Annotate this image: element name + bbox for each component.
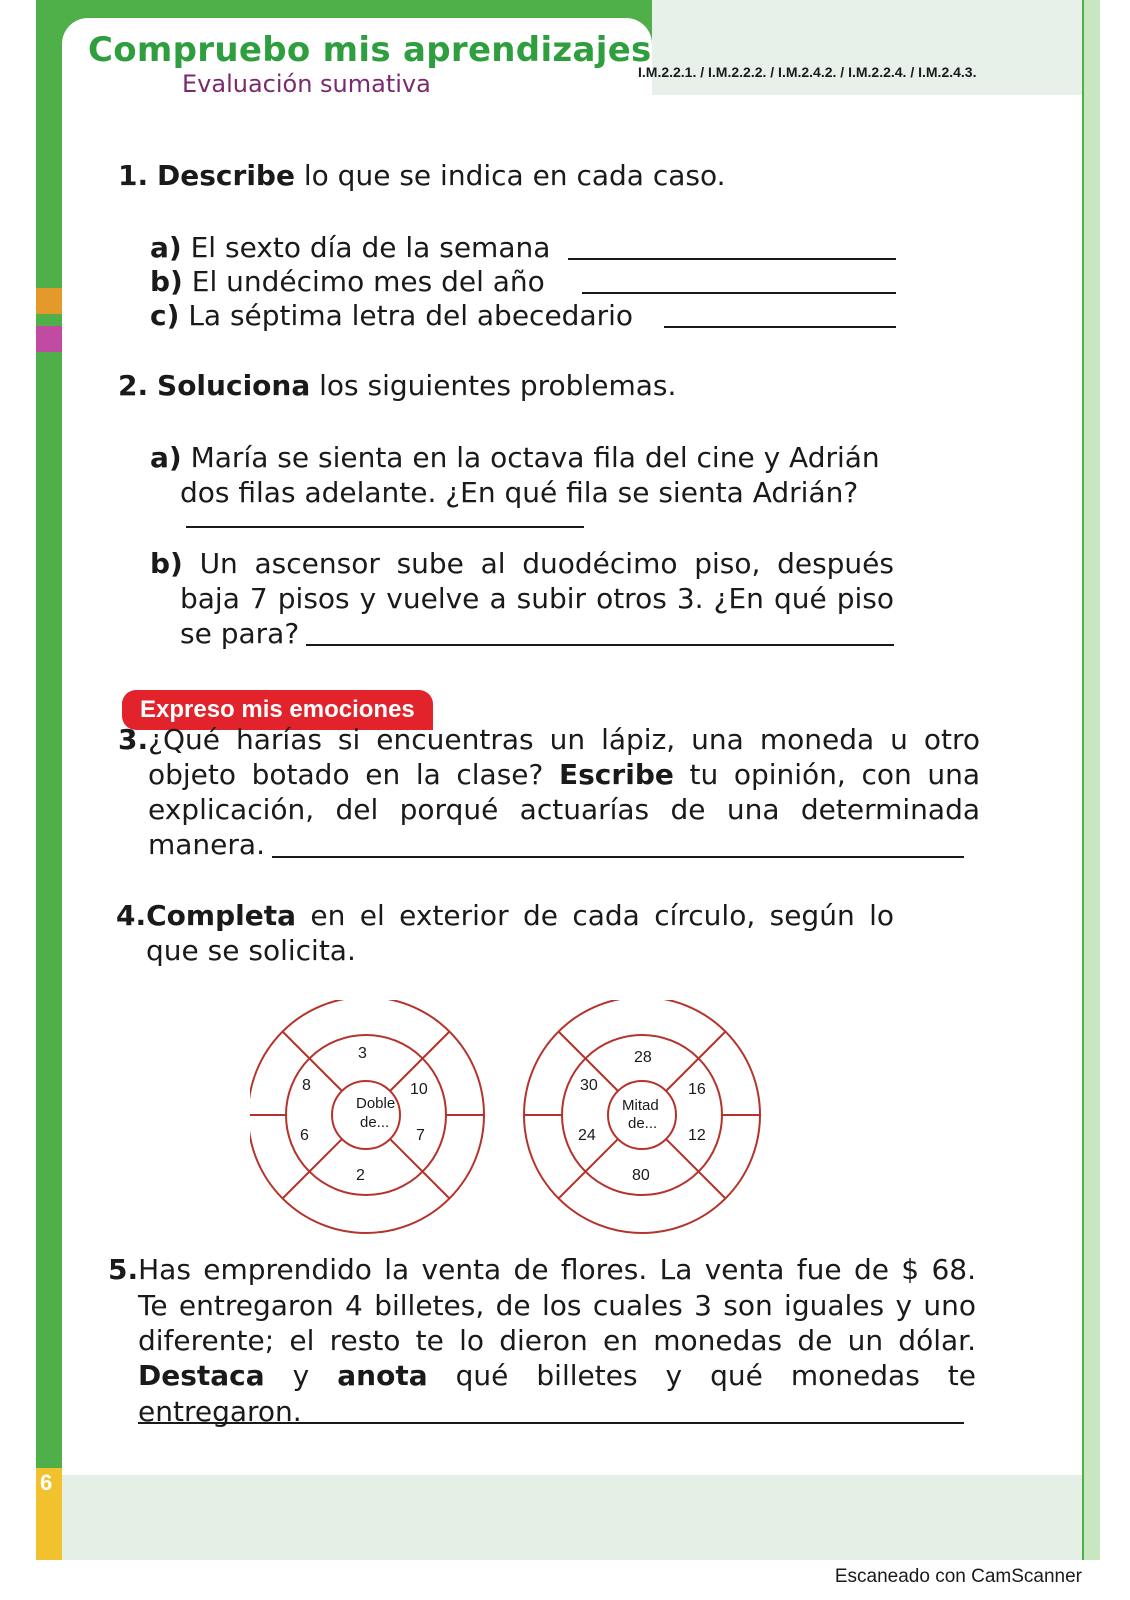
indicator-codes: I.M.2.2.1. / I.M.2.2.2. / I.M.2.4.2. / I.M.2.2.4. / I.M.2.4.3. (638, 64, 977, 80)
question-3-line4: manera. (148, 828, 265, 861)
circle-half-lower-left: 24 (578, 1127, 596, 1144)
circle-double-center-line1: Doble (356, 1095, 396, 1112)
question-2-heading (118, 368, 676, 404)
question-2b (150, 546, 894, 582)
question-1b (150, 264, 545, 300)
question-1b-letter: b) (150, 265, 183, 298)
question-3-line3: explicación, del porqué actuarías de una determinada (148, 793, 980, 826)
question-5-line4-mid: y (264, 1359, 338, 1392)
question-4-line1 (116, 898, 894, 934)
answer-line-5[interactable] (138, 1422, 964, 1424)
answer-line-2b[interactable] (306, 644, 894, 646)
question-5-verb-1: Destaca (138, 1359, 265, 1392)
question-1-text: lo que se indica en cada caso. (294, 159, 726, 192)
question-5-line2: Te entregaron 4 billetes, de los cuales 3 son iguales y uno (138, 1289, 976, 1322)
bottom-band (62, 1475, 1082, 1560)
question-3-verb: Escribe (559, 758, 674, 791)
question-1c (150, 298, 633, 334)
circle-half-divider (666, 1139, 726, 1199)
question-4-verb: Completa (146, 899, 296, 932)
circle-double-lower-right: 7 (416, 1127, 425, 1144)
circle-double-center-line2: de... (360, 1114, 390, 1131)
question-2a-line1: María se sienta en la octava fila del cine y Adrián (190, 441, 880, 474)
question-4-line2: que se solicita. (146, 934, 356, 967)
question-2a-line2: dos filas adelante. ¿En qué fila se sienta Adrián? (180, 476, 859, 509)
question-5-line3: diferente; el resto te lo dieron en monedas de un dólar. (138, 1324, 976, 1357)
circle-half-center-line1: Mitad (622, 1097, 659, 1114)
circle-half-center-line2: de... (628, 1115, 658, 1132)
question-3-line2 (148, 757, 980, 793)
circle-double-upper-right: 10 (410, 1081, 428, 1098)
page-title: Compruebo mis aprendizajes (88, 30, 652, 70)
question-3-line2-post: tu opinión, con una (673, 758, 980, 791)
side-tab-purple (36, 326, 62, 352)
question-5-line1-text: Has emprendido la venta de flores. La venta fue de $ 68. (138, 1253, 976, 1286)
question-2b-line3: se para? (180, 617, 300, 650)
question-2-verb: Soluciona (157, 369, 311, 402)
answer-line-1a[interactable] (568, 258, 896, 260)
page-number: 6 (40, 1470, 53, 1495)
question-1b-text: El undécimo mes del año (191, 265, 545, 298)
question-3-line1-text: ¿Qué harías si encuentras un lápiz, una moneda u otro (148, 723, 980, 756)
circle-double-upper-left: 8 (302, 1077, 311, 1094)
question-3-number: 3. (118, 723, 149, 756)
circle-half-bottom: 80 (632, 1167, 650, 1184)
question-1-heading (118, 158, 726, 194)
circle-double-bottom: 2 (356, 1167, 365, 1184)
circle-half-lower-right: 12 (688, 1127, 706, 1144)
answer-line-1b[interactable] (582, 292, 896, 294)
question-2b-line2: baja 7 pisos y vuelve a subir otros 3. ¿En qué piso (180, 582, 894, 615)
circle-half-upper-right: 16 (688, 1081, 706, 1098)
question-5-line4-post: qué billetes y qué monedas te entregaron. (138, 1359, 977, 1428)
question-2-text: los siguientes problemas. (310, 369, 677, 402)
question-1c-text: La séptima letra del abecedario (188, 299, 634, 332)
question-1a-letter: a) (150, 231, 182, 264)
circle-half-upper-left: 30 (580, 1077, 598, 1094)
answer-line-1c[interactable] (664, 326, 896, 328)
question-5-line4 (138, 1358, 976, 1430)
question-5-line1 (108, 1252, 976, 1288)
question-3-line2-pre: objeto botado en la clase? (148, 758, 560, 791)
circle-double-top: 3 (358, 1045, 367, 1062)
question-1a (150, 230, 550, 266)
question-1-number: 1. (118, 159, 149, 192)
circle-double-divider (390, 1139, 450, 1199)
question-2-number: 2. (118, 369, 149, 402)
question-2b-letter: b) (150, 547, 183, 580)
circle-double-divider (282, 1139, 342, 1199)
answer-line-3[interactable] (272, 856, 964, 858)
question-4-number: 4. (116, 899, 147, 932)
question-1c-letter: c) (150, 299, 180, 332)
scanner-footer: Escaneado con CamScanner (834, 1566, 1082, 1587)
header-strip (652, 0, 1082, 95)
page-subtitle: Evaluación sumativa (182, 70, 431, 98)
emotions-badge: Expreso mis emociones (122, 690, 433, 730)
circle-diagrams (250, 1000, 780, 1250)
question-5-verb-2: anota (337, 1359, 428, 1392)
side-tab-orange (36, 288, 62, 314)
question-4-line1-post: en el exterior de cada círculo, según lo (296, 899, 894, 932)
question-2a (150, 440, 880, 476)
question-5-number: 5. (108, 1253, 139, 1286)
circle-double-lower-left: 6 (300, 1127, 309, 1144)
question-2b-line1: Un ascensor sube al duodécimo piso, después (199, 547, 894, 580)
right-margin-strip (1084, 0, 1100, 1560)
circle-half-divider (558, 1139, 618, 1199)
circle-half-top: 28 (634, 1049, 652, 1066)
answer-line-2a[interactable] (186, 526, 584, 528)
question-1-verb: Describe (157, 159, 295, 192)
question-3-line1 (118, 722, 980, 758)
circle-double-divider (282, 1031, 342, 1091)
question-2a-letter: a) (150, 441, 182, 474)
question-1a-text: El sexto día de la semana (190, 231, 551, 264)
